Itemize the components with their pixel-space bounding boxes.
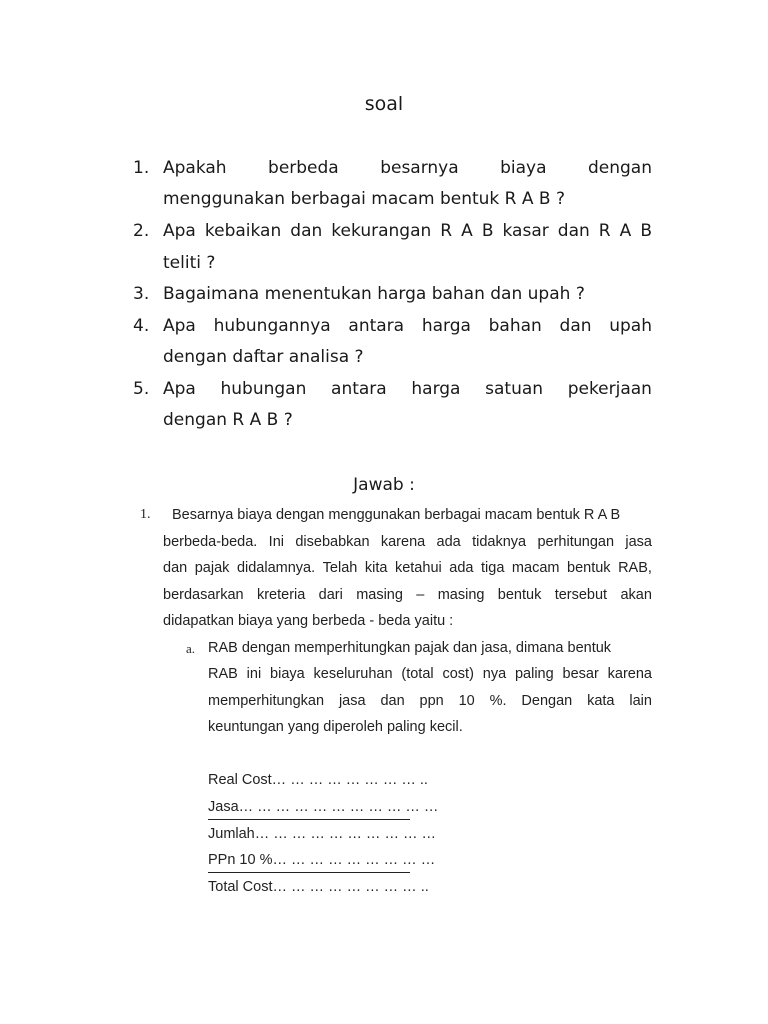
word: disebabkan xyxy=(295,534,370,550)
word: berdasarkan xyxy=(163,587,244,603)
word: dan xyxy=(163,560,188,576)
word: dan xyxy=(557,221,590,241)
question-number: 1. xyxy=(133,158,150,178)
jumlah-line: Jumlah… … … … … … … … … … xyxy=(208,826,436,842)
word: jasa xyxy=(338,693,366,709)
word: RAB xyxy=(208,666,238,682)
sub-point-marker: a. xyxy=(186,641,196,656)
word: Telah xyxy=(322,560,358,576)
word: lain xyxy=(629,693,652,709)
word: Apa xyxy=(163,221,196,241)
question-line xyxy=(163,158,652,178)
answer-number: 1. xyxy=(140,507,151,522)
word: bentuk xyxy=(497,587,542,603)
answer-heading: Jawab : xyxy=(353,475,415,495)
ppn-line: PPn 10 %… … … … … … … … … xyxy=(208,852,436,868)
word: hubungannya xyxy=(213,316,331,336)
total-cost-line: Total Cost… … … … … … … … .. xyxy=(208,879,429,895)
word: ini xyxy=(246,666,262,682)
word: upah xyxy=(609,316,652,336)
word: R xyxy=(598,221,611,241)
word: hubungan xyxy=(220,379,307,399)
answer-line xyxy=(163,534,652,550)
word: dari xyxy=(318,587,343,603)
word: dan xyxy=(290,221,323,241)
question-line xyxy=(163,379,652,399)
word: dengan xyxy=(587,158,652,178)
word: A xyxy=(619,221,632,241)
question-line: teliti ? xyxy=(163,253,216,273)
word: dan xyxy=(380,693,405,709)
word: A xyxy=(461,221,473,241)
question-number: 3. xyxy=(133,284,150,304)
word: Ini xyxy=(268,534,284,550)
real-cost-line: Real Cost… … … … … … … … .. xyxy=(208,772,428,788)
word: masing xyxy=(356,587,403,603)
word: bentuk xyxy=(567,560,611,576)
question-line xyxy=(163,221,652,241)
word: biaya xyxy=(500,158,547,178)
answer-line: Besarnya biaya dengan menggunakan berbagai macam bentuk R A B xyxy=(172,507,621,523)
sum-divider xyxy=(208,872,410,873)
word: harga xyxy=(421,316,471,336)
word: pajak xyxy=(194,560,230,576)
word: – xyxy=(416,587,425,603)
word: tersebut xyxy=(554,587,608,603)
word: B xyxy=(640,221,652,241)
word: jasa xyxy=(625,534,652,550)
answer-line: didapatkan biaya yang berbeda - beda yaitu : xyxy=(163,613,454,629)
answer-line xyxy=(163,560,652,576)
question-line: menggunakan berbagai macam bentuk R A B ? xyxy=(163,189,566,209)
answer-line xyxy=(163,587,652,603)
word: besarnya xyxy=(380,158,459,178)
word: Dengan xyxy=(521,693,573,709)
word: biaya xyxy=(270,666,305,682)
word: 10 xyxy=(458,693,475,709)
question-line: dengan R A B ? xyxy=(163,410,293,430)
word: %. xyxy=(489,693,507,709)
word: dan xyxy=(559,316,592,336)
word: memperhitungkan xyxy=(208,693,325,709)
page-title: soal xyxy=(364,93,404,115)
word: tidaknya xyxy=(472,534,527,550)
question-line: Bagaimana menentukan harga bahan dan upah ? xyxy=(163,284,585,304)
word: Apakah xyxy=(163,158,227,178)
word: karena xyxy=(380,534,426,550)
word: kata xyxy=(587,693,615,709)
word: paling xyxy=(514,666,554,682)
word: pekerjaan xyxy=(567,379,652,399)
sub-point-line xyxy=(208,693,652,709)
word: kebaikan xyxy=(204,221,282,241)
word: bahan xyxy=(488,316,542,336)
word: karena xyxy=(607,666,652,682)
word: satuan xyxy=(485,379,544,399)
sub-point-line xyxy=(208,666,652,682)
word: antara xyxy=(348,316,405,336)
word: didalamnya. xyxy=(236,560,316,576)
sub-point-line: RAB dengan memperhitungkan pajak dan jasa, dimana bentuk xyxy=(208,640,612,656)
question-line xyxy=(163,316,652,336)
word: RAB, xyxy=(618,560,652,576)
sub-point-line: keuntungan yang diperoleh paling kecil. xyxy=(208,719,463,735)
question-number: 4. xyxy=(133,316,150,336)
word: harga xyxy=(411,379,461,399)
sum-divider xyxy=(208,819,410,820)
word: keseluruhan xyxy=(313,666,393,682)
word: akan xyxy=(620,587,652,603)
word: besar xyxy=(562,666,599,682)
word: ppn xyxy=(419,693,444,709)
word: masing xyxy=(437,587,485,603)
question-number: 2. xyxy=(133,221,150,241)
word: B xyxy=(481,221,494,241)
word: kita xyxy=(364,560,388,576)
word: nya xyxy=(482,666,507,682)
word: Apa xyxy=(163,316,196,336)
jasa-line: Jasa… … … … … … … … … … … xyxy=(208,799,439,815)
word: Apa xyxy=(163,379,196,399)
word: tiga xyxy=(481,560,505,576)
word: ada xyxy=(449,560,474,576)
word: ketahui xyxy=(394,560,442,576)
word: kasar xyxy=(502,221,549,241)
word: antara xyxy=(331,379,387,399)
word: kreteria xyxy=(256,587,306,603)
word: cost) xyxy=(442,666,474,682)
word: R xyxy=(440,221,453,241)
word: berbeda-beda. xyxy=(163,534,258,550)
question-line: dengan daftar analisa ? xyxy=(163,347,364,367)
question-number: 5. xyxy=(133,379,150,399)
word: (total xyxy=(401,666,434,682)
word: berbeda xyxy=(268,158,339,178)
word: perhitungan xyxy=(537,534,615,550)
word: ada xyxy=(436,534,461,550)
word: kekurangan xyxy=(331,221,432,241)
word: macam xyxy=(511,560,560,576)
